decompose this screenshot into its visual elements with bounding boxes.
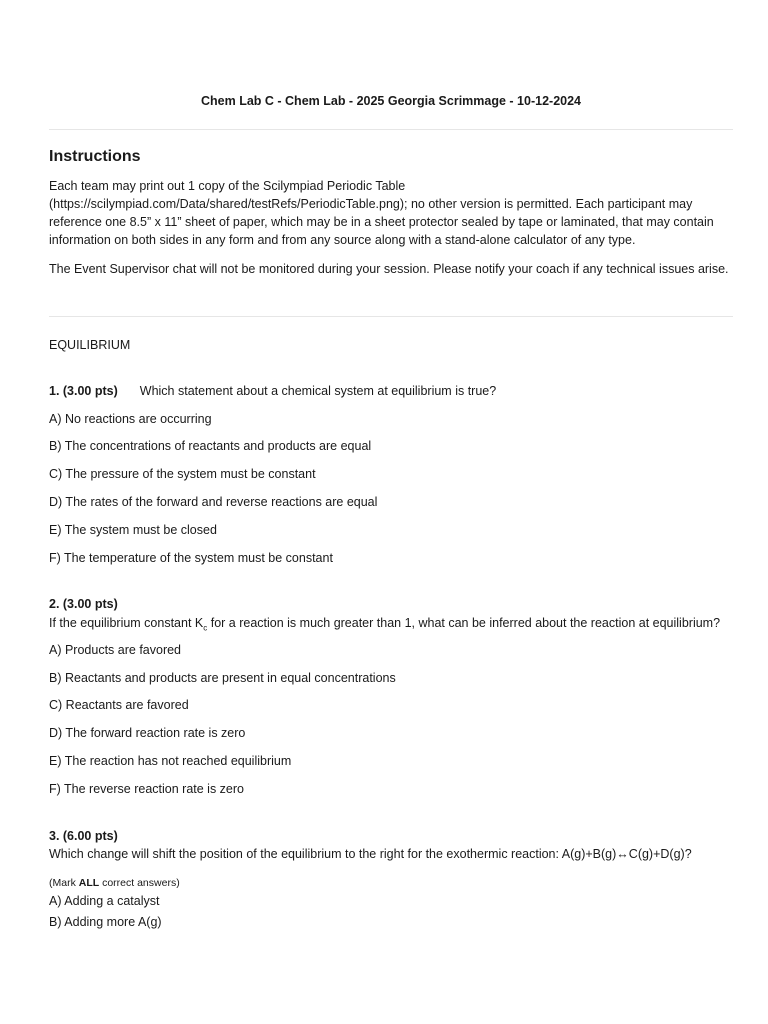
question-1-option-e[interactable]: E) The system must be closed [49,523,217,537]
question-2-option-d[interactable]: D) The forward reaction rate is zero [49,726,246,740]
question-3-text: Which change will shift the position of the equilibrium to the right for the exothermic reaction: A(g)+B(g)↔C(g)+D(g)? [49,847,692,861]
note-after: correct answers) [99,877,180,889]
question-3-instruction-note [49,874,180,892]
question-2-text-before: If the equilibrium constant K [49,616,204,630]
question-2-option-a[interactable]: A) Products are favored [49,643,182,657]
question-1-option-c[interactable]: C) The pressure of the system must be constant [49,467,316,481]
question-3-header [49,827,749,845]
question-3-option-a[interactable]: A) Adding a catalyst [49,894,160,908]
instructions-heading: Instructions [49,148,141,165]
question-1-option-b[interactable]: B) The concentrations of reactants and products are equal [49,439,372,453]
question-2-option-e[interactable]: E) The reaction has not reached equilibrium [49,754,292,768]
divider [49,316,733,317]
instructions-paragraph-1: Each team may print out 1 copy of the Scilympiad Periodic Table (https://scilympiad.com/Data/shared/testRefs/PeriodicTable.png); no other version is permitted. Each participant may reference one 8.5” x 11” sheet of paper, which may be in a sheet protector sealed by tape or laminated, that may contain information on both sides in any form and from any source along with a stand-alone calculator of any type. [49,179,714,247]
question-2-header [49,595,749,613]
question-3-option-b[interactable]: B) Adding more A(g) [49,915,162,929]
question-1-number: 1. (3.00 pts) [49,384,118,398]
question-1-header [49,382,749,400]
question-1-option-a[interactable]: A) No reactions are occurring [49,412,212,426]
question-2-option-f[interactable]: F) The reverse reaction rate is zero [49,782,244,796]
question-1-option-d[interactable]: D) The rates of the forward and reverse reactions are equal [49,495,378,509]
question-2-text-subscript: c [203,623,208,633]
note-before: (Mark [49,877,79,889]
question-2-text-after: for a reaction is much greater than 1, what can be inferred about the reaction at equilibrium? [207,616,721,630]
note-bold: ALL [78,877,100,889]
divider [49,129,733,130]
instructions-paragraph-2: The Event Supervisor chat will not be monitored during your session. Please notify your coach if any technical issues arise. [49,262,729,276]
question-1-option-f[interactable]: F) The temperature of the system must be constant [49,551,333,565]
question-3-number: 3. (6.00 pts) [49,829,118,843]
question-2-option-c[interactable]: C) Reactants are favored [49,698,189,712]
question-1-text: Which statement about a chemical system at equilibrium is true? [139,384,497,398]
question-2-option-b[interactable]: B) Reactants and products are present in equal concentrations [49,671,396,685]
question-2-number: 2. (3.00 pts) [49,597,118,611]
section-label: EQUILIBRIUM [49,338,131,352]
document-title: Chem Lab C - Chem Lab - 2025 Georgia Scrimmage - 10-12-2024 [201,94,581,108]
question-2-text [49,614,720,632]
